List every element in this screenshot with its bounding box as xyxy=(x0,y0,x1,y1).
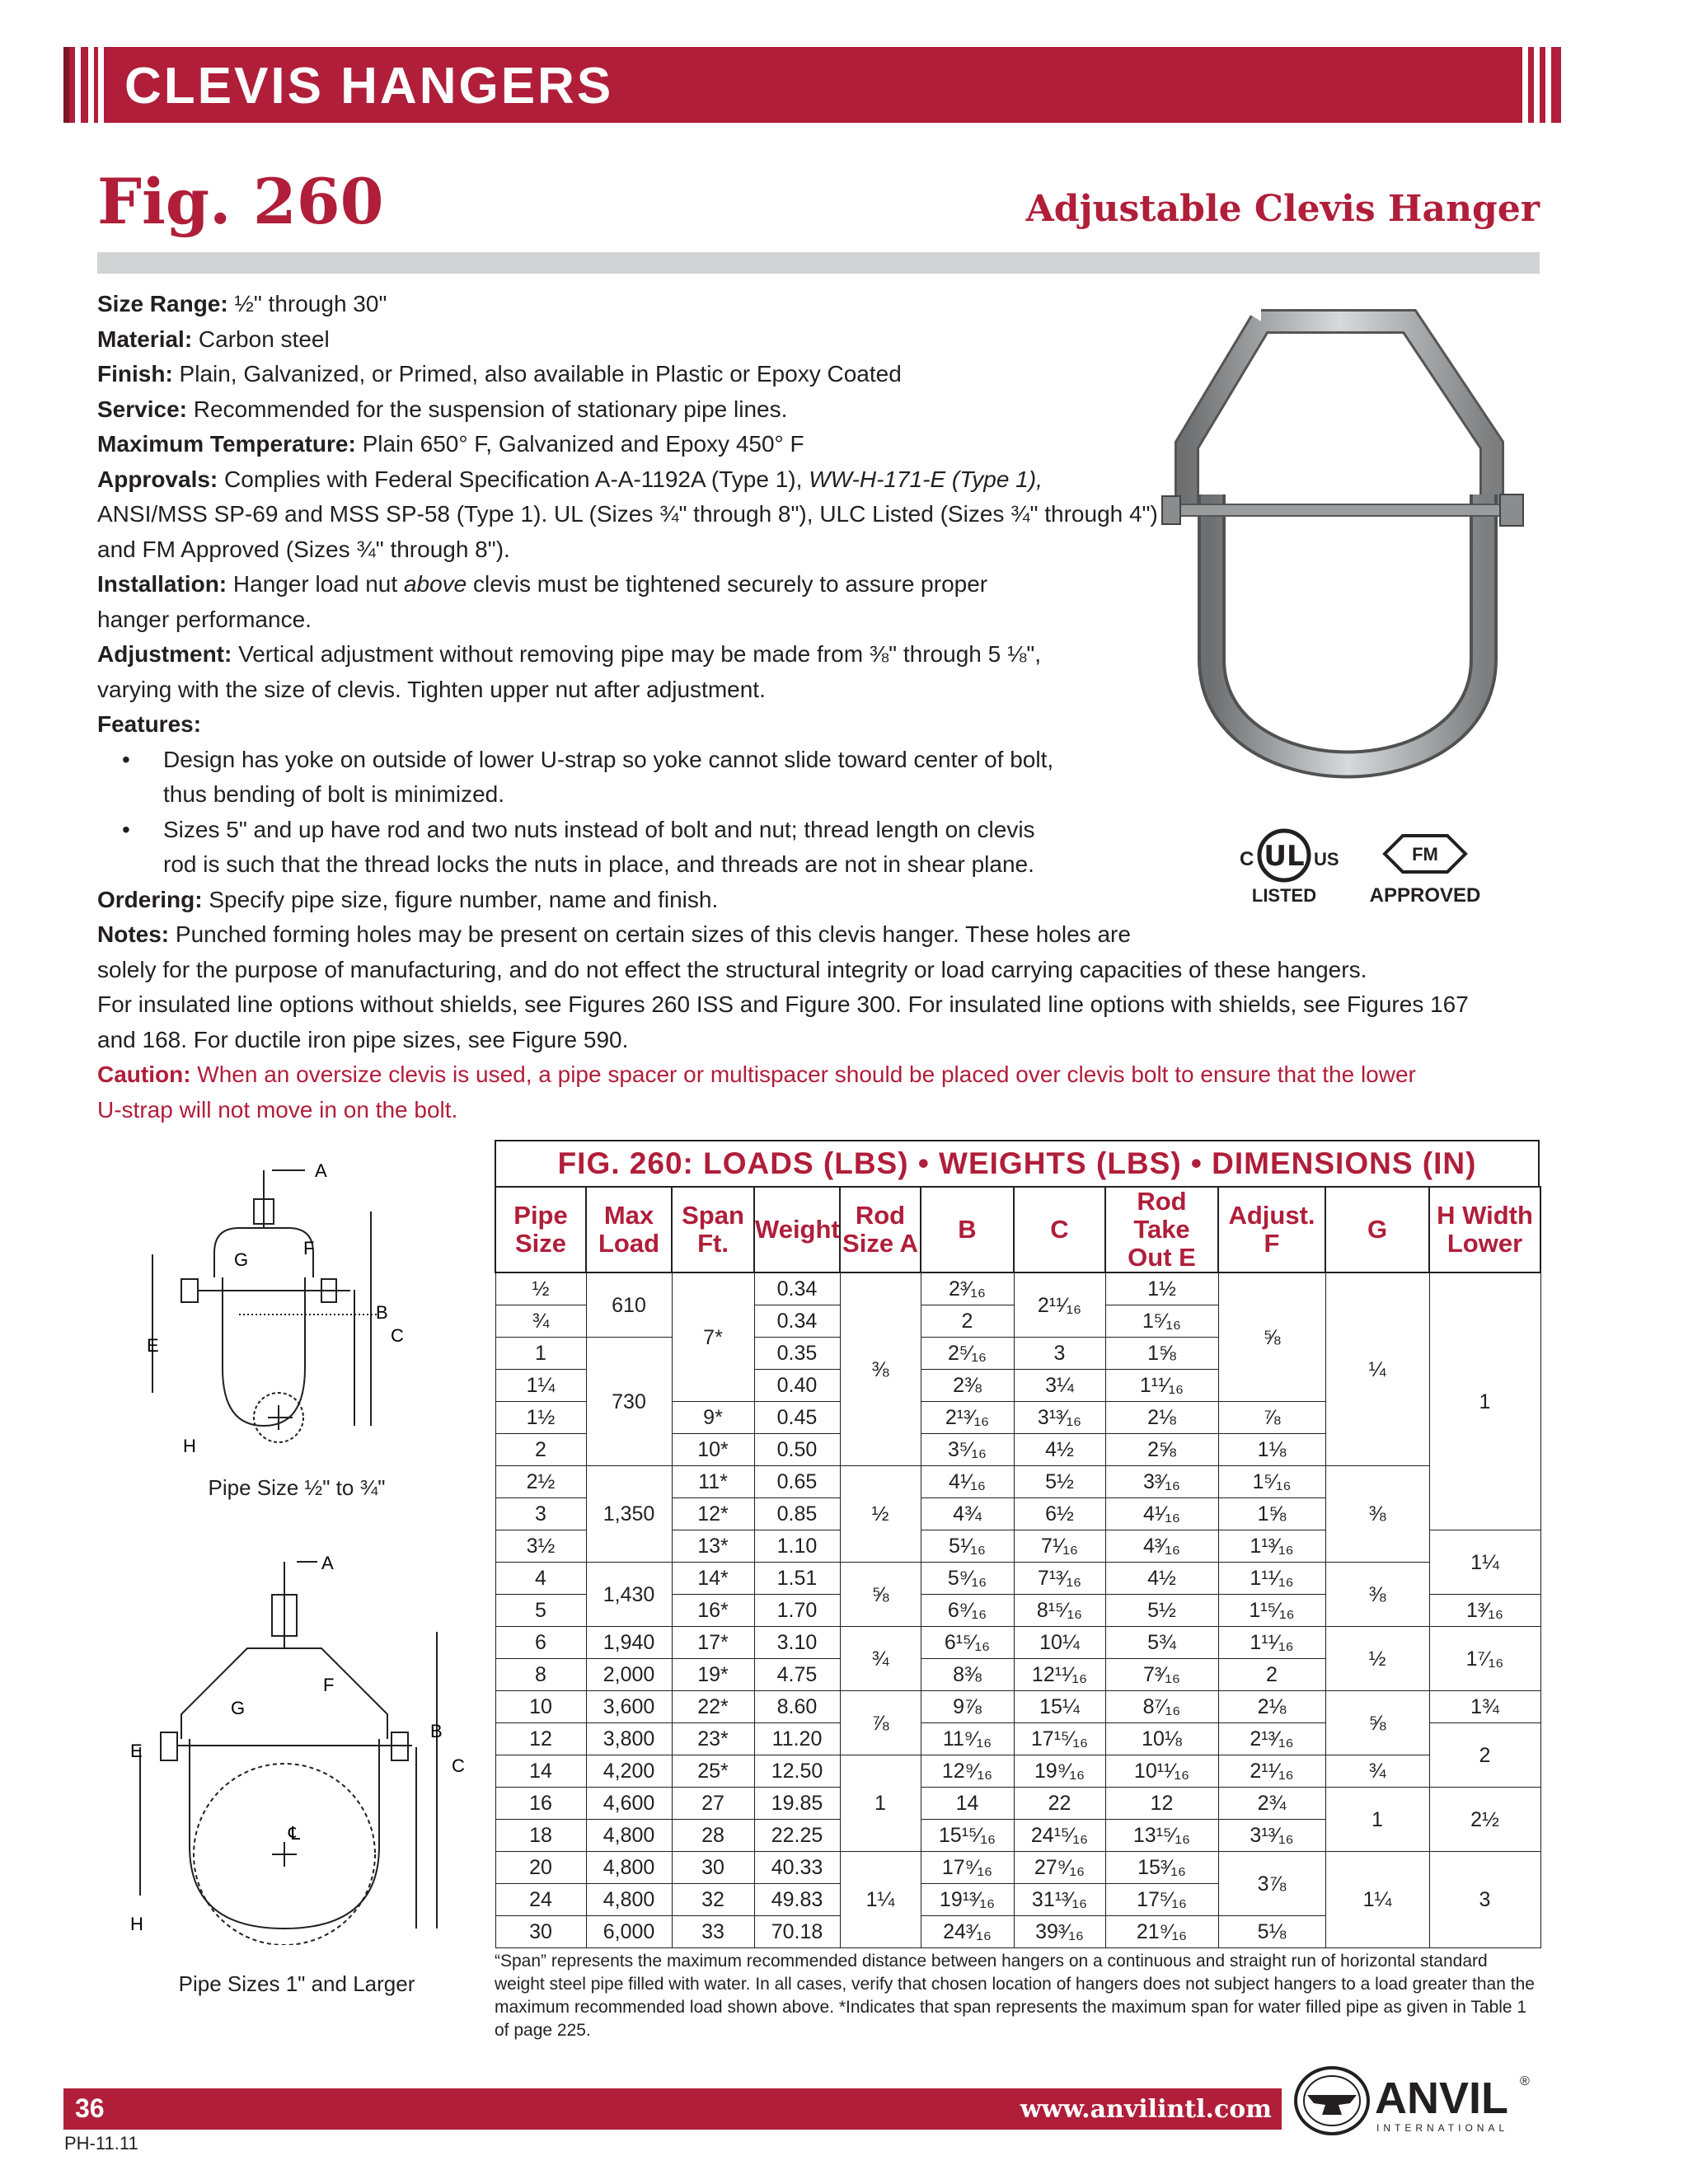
cell-pipe: 4 xyxy=(495,1563,586,1595)
cell-f: 1⁵⁄₁₆ xyxy=(1218,1466,1325,1498)
table-row xyxy=(495,1466,1540,1498)
col-header-c: C xyxy=(1014,1187,1105,1272)
spec-installation-line-2: hanger performance. xyxy=(97,606,312,632)
brand-name: ANVIL xyxy=(1375,2074,1508,2123)
col-header-adjust: Adjust. F xyxy=(1218,1187,1325,1272)
svg-text:UL: UL xyxy=(1264,840,1305,873)
cell-pipe: 20 xyxy=(495,1852,586,1884)
cell-b: 11⁹⁄₁₆ xyxy=(921,1723,1014,1755)
cell-b: 2⅜ xyxy=(921,1370,1014,1402)
dim-label-h: H xyxy=(183,1436,196,1456)
cell-g: ¼ xyxy=(1325,1272,1429,1466)
cell-weight: 4.75 xyxy=(754,1659,840,1691)
cell-b: 5⁹⁄₁₆ xyxy=(921,1563,1014,1595)
cell-weight: 0.85 xyxy=(754,1498,840,1530)
cell-b: 12⁹⁄₁₆ xyxy=(921,1755,1014,1788)
dim-label-b: B xyxy=(430,1721,443,1741)
spec-approvals-line-2: ANSI/MSS SP-69 and MSS SP-58 (Type 1). UL (Sizes ¾" through 8"), ULC Listed (Sizes ¾" through 4") xyxy=(97,501,1158,527)
cell-pipe: ¾ xyxy=(495,1305,586,1338)
cell-b: 2⁵⁄₁₆ xyxy=(921,1338,1014,1370)
cell-h: 1³⁄₁₆ xyxy=(1429,1595,1540,1627)
cell-h: 1⁷⁄₁₆ xyxy=(1429,1627,1540,1691)
cell-e: 21⁹⁄₁₆ xyxy=(1105,1916,1218,1948)
cell-c: 31¹³⁄₁₆ xyxy=(1014,1884,1105,1916)
cell-b: 2¹³⁄₁₆ xyxy=(921,1402,1014,1434)
cell-max-load: 1,350 xyxy=(586,1466,672,1563)
cell-e: 1⅝ xyxy=(1105,1338,1218,1370)
cell-f: ⅞ xyxy=(1218,1402,1325,1434)
spec-label: Service: xyxy=(97,396,187,422)
spec-value: clevis must be tightened securely to assure proper xyxy=(467,571,988,597)
cell-c: 27⁹⁄₁₆ xyxy=(1014,1852,1105,1884)
cell-span: 9* xyxy=(672,1402,754,1434)
loads-table xyxy=(495,1140,1540,1948)
cell-f: 3⅞ xyxy=(1218,1852,1325,1916)
cell-weight: 8.60 xyxy=(754,1691,840,1723)
spec-label: Finish: xyxy=(97,361,173,387)
cell-span: 7* xyxy=(672,1272,754,1402)
cell-c: 10¼ xyxy=(1014,1627,1105,1659)
band-stripe xyxy=(88,47,94,123)
cell-max-load: 4,200 xyxy=(586,1755,672,1788)
cell-b: 17⁹⁄₁₆ xyxy=(921,1852,1014,1884)
cell-c: 15¼ xyxy=(1014,1691,1105,1723)
cell-span: 32 xyxy=(672,1884,754,1916)
cell-pipe: 24 xyxy=(495,1884,586,1916)
cell-e: 17⁵⁄₁₆ xyxy=(1105,1884,1218,1916)
cell-rod-a: 1¼ xyxy=(840,1852,921,1948)
cell-c: 8¹⁵⁄₁₆ xyxy=(1014,1595,1105,1627)
cell-f: 1¹¹⁄₁₆ xyxy=(1218,1627,1325,1659)
cell-h: 3 xyxy=(1429,1852,1540,1948)
cell-rod-a: ⅞ xyxy=(840,1691,921,1755)
cell-weight: 0.45 xyxy=(754,1402,840,1434)
cell-weight: 70.18 xyxy=(754,1916,840,1948)
cell-h: 1 xyxy=(1429,1272,1540,1530)
cell-weight: 1.70 xyxy=(754,1595,840,1627)
cell-span: 17* xyxy=(672,1627,754,1659)
cell-e: 8⁷⁄₁₆ xyxy=(1105,1691,1218,1723)
cell-g: ¾ xyxy=(1325,1755,1429,1788)
spec-notes-line: For insulated line options without shields, see Figures 260 ISS and Figure 300. For insulated line options with shields, see Figures 167 xyxy=(97,991,1469,1017)
cell-weight: 0.34 xyxy=(754,1305,840,1338)
col-header-h-width: H Width Lower xyxy=(1429,1187,1540,1272)
page-number: 36 xyxy=(75,2093,105,2123)
bullet-icon: • xyxy=(122,816,130,842)
cell-f: 1¹³⁄₁₆ xyxy=(1218,1530,1325,1563)
cell-max-load: 610 xyxy=(586,1272,672,1338)
cell-pipe: 3 xyxy=(495,1498,586,1530)
spec-value-italic: WW-H-171-E (Type 1), xyxy=(809,466,1043,492)
cell-b: 15¹⁵⁄₁₆ xyxy=(921,1820,1014,1852)
cell-span: 19* xyxy=(672,1659,754,1691)
cell-span: 11* xyxy=(672,1466,754,1498)
table-row xyxy=(495,1788,1540,1820)
anvil-emblem-icon xyxy=(1296,2068,1368,2134)
cell-e: 1½ xyxy=(1105,1272,1218,1305)
col-header-pipe-size: Pipe Size xyxy=(495,1187,586,1272)
band-stripe xyxy=(1545,47,1551,123)
cell-rod-a: ⅝ xyxy=(840,1563,921,1627)
cell-f: 2 xyxy=(1218,1659,1325,1691)
cell-g: ⅜ xyxy=(1325,1466,1429,1563)
band-stripe xyxy=(1522,47,1528,123)
spec-label: Caution: xyxy=(97,1062,191,1087)
cell-span: 10* xyxy=(672,1434,754,1466)
band-stripe xyxy=(98,47,104,123)
dim-label-g: G xyxy=(231,1698,246,1718)
cell-weight: 12.50 xyxy=(754,1755,840,1788)
feature-text-cont: thus bending of bolt is minimized. xyxy=(163,781,504,807)
cell-span: 14* xyxy=(672,1563,754,1595)
ul-us-label: US xyxy=(1314,849,1339,869)
data-table xyxy=(495,1186,1541,1948)
cell-weight: 1.10 xyxy=(754,1530,840,1563)
col-header-rod-take-out: Rod Take Out E xyxy=(1105,1187,1218,1272)
col-header-rod-size: Rod Size A xyxy=(840,1187,921,1272)
dim-label-h: H xyxy=(130,1914,143,1934)
section-title: CLEVIS HANGERS xyxy=(124,58,614,115)
cell-span: 33 xyxy=(672,1916,754,1948)
cell-pipe: 2 xyxy=(495,1434,586,1466)
cell-rod-a: 1 xyxy=(840,1755,921,1852)
spec-label: Installation: xyxy=(97,571,227,597)
cell-e: 1¹¹⁄₁₆ xyxy=(1105,1370,1218,1402)
cell-max-load: 4,800 xyxy=(586,1820,672,1852)
cell-g: ⅜ xyxy=(1325,1563,1429,1627)
cell-e: 13¹⁵⁄₁₆ xyxy=(1105,1820,1218,1852)
col-header-g: G xyxy=(1325,1187,1429,1272)
cell-e: 5¾ xyxy=(1105,1627,1218,1659)
cell-span: 16* xyxy=(672,1595,754,1627)
cell-pipe: 5 xyxy=(495,1595,586,1627)
cell-max-load: 3,600 xyxy=(586,1691,672,1723)
certification-marks xyxy=(1228,824,1492,915)
cell-weight: 19.85 xyxy=(754,1788,840,1820)
cell-pipe: 30 xyxy=(495,1916,586,1948)
cell-e: 10⅛ xyxy=(1105,1723,1218,1755)
spec-value: Complies with Federal Specification A-A-1192A (Type 1), xyxy=(218,466,809,492)
spec-value: Plain, Galvanized, or Primed, also available in Plastic or Epoxy Coated xyxy=(172,361,902,387)
fm-approved-label: APPROVED xyxy=(1369,884,1481,907)
cell-c: 22 xyxy=(1014,1788,1105,1820)
spec-value: ½" through 30" xyxy=(227,291,387,316)
cell-weight: 0.34 xyxy=(754,1272,840,1305)
table-header-row xyxy=(495,1187,1540,1272)
feature-text-cont: rod is such that the thread locks the nuts in place, and threads are not in shear plane. xyxy=(163,851,1034,877)
cell-span: 23* xyxy=(672,1723,754,1755)
cell-f: 5⅛ xyxy=(1218,1916,1325,1948)
cell-pipe: 14 xyxy=(495,1755,586,1788)
cell-b: 2 xyxy=(921,1305,1014,1338)
spec-caution-line-2: U-strap will not move in on the bolt. xyxy=(97,1096,458,1122)
cell-span: 12* xyxy=(672,1498,754,1530)
cell-b: 3⁵⁄₁₆ xyxy=(921,1434,1014,1466)
table-body xyxy=(495,1272,1540,1948)
spec-value: Plain 650° F, Galvanized and Epoxy 450° F xyxy=(355,431,804,457)
cell-b: 9⅞ xyxy=(921,1691,1014,1723)
figure-subtitle: Adjustable Clevis Hanger xyxy=(1025,188,1540,230)
cell-span: 28 xyxy=(672,1820,754,1852)
spec-value-italic: above xyxy=(403,571,467,597)
spec-caution xyxy=(97,1057,1540,1093)
cell-max-load: 3,800 xyxy=(586,1723,672,1755)
cell-weight: 0.50 xyxy=(754,1434,840,1466)
cell-pipe: 1 xyxy=(495,1338,586,1370)
spec-label: Ordering: xyxy=(97,886,203,912)
spec-notes xyxy=(97,917,1540,953)
cell-weight: 0.65 xyxy=(754,1466,840,1498)
cell-rod-a: ½ xyxy=(840,1466,921,1563)
band-stripe xyxy=(63,47,69,123)
cell-pipe: 1¼ xyxy=(495,1370,586,1402)
cell-f: 2¾ xyxy=(1218,1788,1325,1820)
spec-label: Features: xyxy=(97,711,202,737)
cell-b: 6¹⁵⁄₁₆ xyxy=(921,1627,1014,1659)
footer-band xyxy=(63,2088,1282,2130)
feature-text: Sizes 5" and up have rod and two nuts instead of bolt and nut; thread length on clevis xyxy=(163,816,1035,842)
clevis-hanger-photo xyxy=(1137,305,1558,808)
cell-rod-a: ¾ xyxy=(840,1627,921,1691)
band-stripe xyxy=(75,47,81,123)
cell-e: 4½ xyxy=(1105,1563,1218,1595)
ul-listed-icon xyxy=(1240,831,1339,906)
cell-pipe: ½ xyxy=(495,1272,586,1305)
header-band xyxy=(63,47,1561,123)
cell-max-load: 6,000 xyxy=(586,1916,672,1948)
cell-g: ⅝ xyxy=(1325,1691,1429,1755)
figure-title: Fig. 260 xyxy=(97,165,384,238)
cell-e: 10¹¹⁄₁₆ xyxy=(1105,1755,1218,1788)
cell-weight: 0.40 xyxy=(754,1370,840,1402)
cell-span: 22* xyxy=(672,1691,754,1723)
cell-weight: 0.35 xyxy=(754,1338,840,1370)
ul-listed-label: LISTED xyxy=(1251,885,1317,906)
table-row xyxy=(495,1272,1540,1305)
spec-notes-line: and 168. For ductile iron pipe sizes, see Figure 590. xyxy=(97,1026,629,1052)
cell-weight: 11.20 xyxy=(754,1723,840,1755)
col-header-max-load: Max Load xyxy=(586,1187,672,1272)
brand-subtitle: INTERNATIONAL xyxy=(1376,2122,1509,2134)
cell-h: 1¼ xyxy=(1429,1530,1540,1595)
cell-g: ½ xyxy=(1325,1627,1429,1691)
cell-max-load: 4,800 xyxy=(586,1852,672,1884)
spec-approvals-line-3: and FM Approved (Sizes ¾" through 8"). xyxy=(97,536,510,562)
dim-label-e: E xyxy=(147,1335,159,1356)
anvil-logo xyxy=(1292,2055,1540,2146)
cell-e: 1⁵⁄₁₆ xyxy=(1105,1305,1218,1338)
cell-g: 1 xyxy=(1325,1788,1429,1852)
cell-pipe: 12 xyxy=(495,1723,586,1755)
cell-e: 12 xyxy=(1105,1788,1218,1820)
cell-max-load: 730 xyxy=(586,1338,672,1466)
cell-f: 2¹³⁄₁₆ xyxy=(1218,1723,1325,1755)
table-row xyxy=(495,1691,1540,1723)
cell-pipe: 8 xyxy=(495,1659,586,1691)
dim-label-c: C xyxy=(391,1325,404,1346)
cell-b: 2³⁄₁₆ xyxy=(921,1272,1014,1305)
cell-weight: 49.83 xyxy=(754,1884,840,1916)
cell-h: 2½ xyxy=(1429,1788,1540,1852)
cell-c: 12¹¹⁄₁₆ xyxy=(1014,1659,1105,1691)
cell-weight: 22.25 xyxy=(754,1820,840,1852)
dim-label-g: G xyxy=(234,1249,249,1270)
cell-e: 15³⁄₁₆ xyxy=(1105,1852,1218,1884)
dim-label-c: C xyxy=(452,1755,465,1776)
dim-label-a: A xyxy=(321,1553,334,1573)
cell-e: 2⅛ xyxy=(1105,1402,1218,1434)
centerline-icon: ℄ xyxy=(288,1823,301,1844)
cell-f: 1¹⁵⁄₁₆ xyxy=(1218,1595,1325,1627)
cell-b: 19¹³⁄₁₆ xyxy=(921,1884,1014,1916)
cell-max-load: 2,000 xyxy=(586,1659,672,1691)
cell-max-load: 4,800 xyxy=(586,1884,672,1916)
cell-b: 5¹⁄₁₆ xyxy=(921,1530,1014,1563)
spec-adjustment-line-2: varying with the size of clevis. Tighten upper nut after adjustment. xyxy=(97,676,766,702)
spec-label: Notes: xyxy=(97,921,170,947)
spec-value: When an oversize clevis is used, a pipe spacer or multispacer should be placed over clevis bolt to ensure that the lower xyxy=(190,1062,1416,1087)
dim-label-b: B xyxy=(376,1302,388,1323)
cell-f: 1¹¹⁄₁₆ xyxy=(1218,1563,1325,1595)
diagram-small-pipe xyxy=(132,1154,453,1483)
feature-text: Design has yoke on outside of lower U-strap so yoke cannot slide toward center of bolt, xyxy=(163,746,1054,772)
table-row xyxy=(495,1852,1540,1884)
cell-pipe: 1½ xyxy=(495,1402,586,1434)
cell-e: 3³⁄₁₆ xyxy=(1105,1466,1218,1498)
cell-f: 1⅛ xyxy=(1218,1434,1325,1466)
spec-value: Vertical adjustment without removing pipe may be made from ⅜" through 5 ⅛", xyxy=(232,641,1042,667)
diagram-large-pipe xyxy=(124,1549,470,1945)
cell-pipe: 2½ xyxy=(495,1466,586,1498)
spec-label: Adjustment: xyxy=(97,641,232,667)
document-code: PH-11.11 xyxy=(64,2133,138,2154)
spec-value: Carbon steel xyxy=(192,326,330,352)
cell-span: 25* xyxy=(672,1755,754,1788)
cell-span: 13* xyxy=(672,1530,754,1563)
cell-weight: 1.51 xyxy=(754,1563,840,1595)
registered-mark: ® xyxy=(1520,2074,1530,2088)
col-header-weight: Weight xyxy=(754,1187,840,1272)
cell-e: 4¹⁄₁₆ xyxy=(1105,1498,1218,1530)
cell-pipe: 3½ xyxy=(495,1530,586,1563)
spec-label: Approvals: xyxy=(97,466,218,492)
cell-c: 17¹⁵⁄₁₆ xyxy=(1014,1723,1105,1755)
spec-value: Specify pipe size, figure number, name and finish. xyxy=(202,886,719,912)
table-row xyxy=(495,1627,1540,1659)
dim-label-a: A xyxy=(315,1160,327,1181)
cell-c: 6½ xyxy=(1014,1498,1105,1530)
cell-pipe: 10 xyxy=(495,1691,586,1723)
cell-f: 2⅛ xyxy=(1218,1691,1325,1723)
diagram-caption-small: Pipe Size ½" to ¾" xyxy=(208,1475,386,1500)
cell-e: 7³⁄₁₆ xyxy=(1105,1659,1218,1691)
fm-approved-icon xyxy=(1370,836,1481,907)
band-stripe xyxy=(1534,47,1540,123)
cell-b: 4¹⁄₁₆ xyxy=(921,1466,1014,1498)
cell-b: 14 xyxy=(921,1788,1014,1820)
cell-max-load: 1,430 xyxy=(586,1563,672,1627)
spec-value: Hanger load nut xyxy=(227,571,404,597)
cell-b: 4¾ xyxy=(921,1498,1014,1530)
dim-label-f: F xyxy=(303,1238,315,1258)
cell-c: 3¼ xyxy=(1014,1370,1105,1402)
spec-label: Material: xyxy=(97,326,193,352)
table-row xyxy=(495,1755,1540,1788)
cell-f: 3¹³⁄₁₆ xyxy=(1218,1820,1325,1852)
cell-g: 1¼ xyxy=(1325,1852,1429,1948)
spec-label: Maximum Temperature: xyxy=(97,431,356,457)
cell-c: 5½ xyxy=(1014,1466,1105,1498)
spec-notes-line: solely for the purpose of manufacturing, and do not effect the structural integrity or load carrying capacities of these hangers. xyxy=(97,956,1367,982)
cell-e: 4³⁄₁₆ xyxy=(1105,1530,1218,1563)
cell-h: 2 xyxy=(1429,1723,1540,1788)
col-header-span: Span Ft. xyxy=(672,1187,754,1272)
fm-label: FM xyxy=(1412,844,1438,865)
cell-span: 27 xyxy=(672,1788,754,1820)
cell-f: 2¹¹⁄₁₆ xyxy=(1218,1755,1325,1788)
cell-e: 5½ xyxy=(1105,1595,1218,1627)
cell-pipe: 6 xyxy=(495,1627,586,1659)
cell-c: 7¹⁄₁₆ xyxy=(1014,1530,1105,1563)
cell-span: 30 xyxy=(672,1852,754,1884)
cell-b: 24³⁄₁₆ xyxy=(921,1916,1014,1948)
dim-label-f: F xyxy=(323,1675,335,1695)
cell-c: 19⁹⁄₁₆ xyxy=(1014,1755,1105,1788)
table-title: FIG. 260: LOADS (LBS) • WEIGHTS (LBS) • DIMENSIONS (IN) xyxy=(495,1140,1540,1186)
cell-max-load: 1,940 xyxy=(586,1627,672,1659)
cell-c: 39³⁄₁₆ xyxy=(1014,1916,1105,1948)
cell-f: ⅝ xyxy=(1218,1272,1325,1402)
cell-b: 8⅜ xyxy=(921,1659,1014,1691)
spec-value: Recommended for the suspension of stationary pipe lines. xyxy=(186,396,788,422)
col-header-b: B xyxy=(921,1187,1014,1272)
cell-c: 4½ xyxy=(1014,1434,1105,1466)
cell-c: 24¹⁵⁄₁₆ xyxy=(1014,1820,1105,1852)
spec-label: Size Range: xyxy=(97,291,228,316)
cell-f: 1⅝ xyxy=(1218,1498,1325,1530)
cell-c: 3¹³⁄₁₆ xyxy=(1014,1402,1105,1434)
cell-max-load: 4,600 xyxy=(586,1788,672,1820)
cell-h: 1¾ xyxy=(1429,1691,1540,1723)
title-rule xyxy=(97,252,1540,274)
cell-rod-a: ⅜ xyxy=(840,1272,921,1466)
cell-c: 7¹³⁄₁₆ xyxy=(1014,1563,1105,1595)
table-row xyxy=(495,1563,1540,1595)
dim-label-e: E xyxy=(130,1741,143,1761)
cell-pipe: 16 xyxy=(495,1788,586,1820)
cell-weight: 3.10 xyxy=(754,1627,840,1659)
spec-value: Punched forming holes may be present on certain sizes of this clevis hanger. These holes are xyxy=(169,921,1131,947)
cell-pipe: 18 xyxy=(495,1820,586,1852)
website-link[interactable]: www.anvilintl.com xyxy=(1020,2095,1272,2124)
cell-e: 2⅝ xyxy=(1105,1434,1218,1466)
ul-c-label: C xyxy=(1240,848,1254,870)
bullet-icon: • xyxy=(122,746,130,772)
cell-b: 6⁹⁄₁₆ xyxy=(921,1595,1014,1627)
cell-c: 3 xyxy=(1014,1338,1105,1370)
diagram-caption-large: Pipe Sizes 1" and Larger xyxy=(178,1971,415,1996)
table-footnote: “Span” represents the maximum recommended distance between hangers on a continuous and straight run of horizontal standard weight steel pipe filled with water. In all cases, verify that chosen location of hangers does not subject hangers to a load greater than the maximum recommended load shown above. *Indicates that span represents the maximum span for water filled pipe as given in Table 1 of page 225. xyxy=(495,1952,1535,2040)
cell-weight: 40.33 xyxy=(754,1852,840,1884)
cell-c: 2¹¹⁄₁₆ xyxy=(1014,1272,1105,1338)
